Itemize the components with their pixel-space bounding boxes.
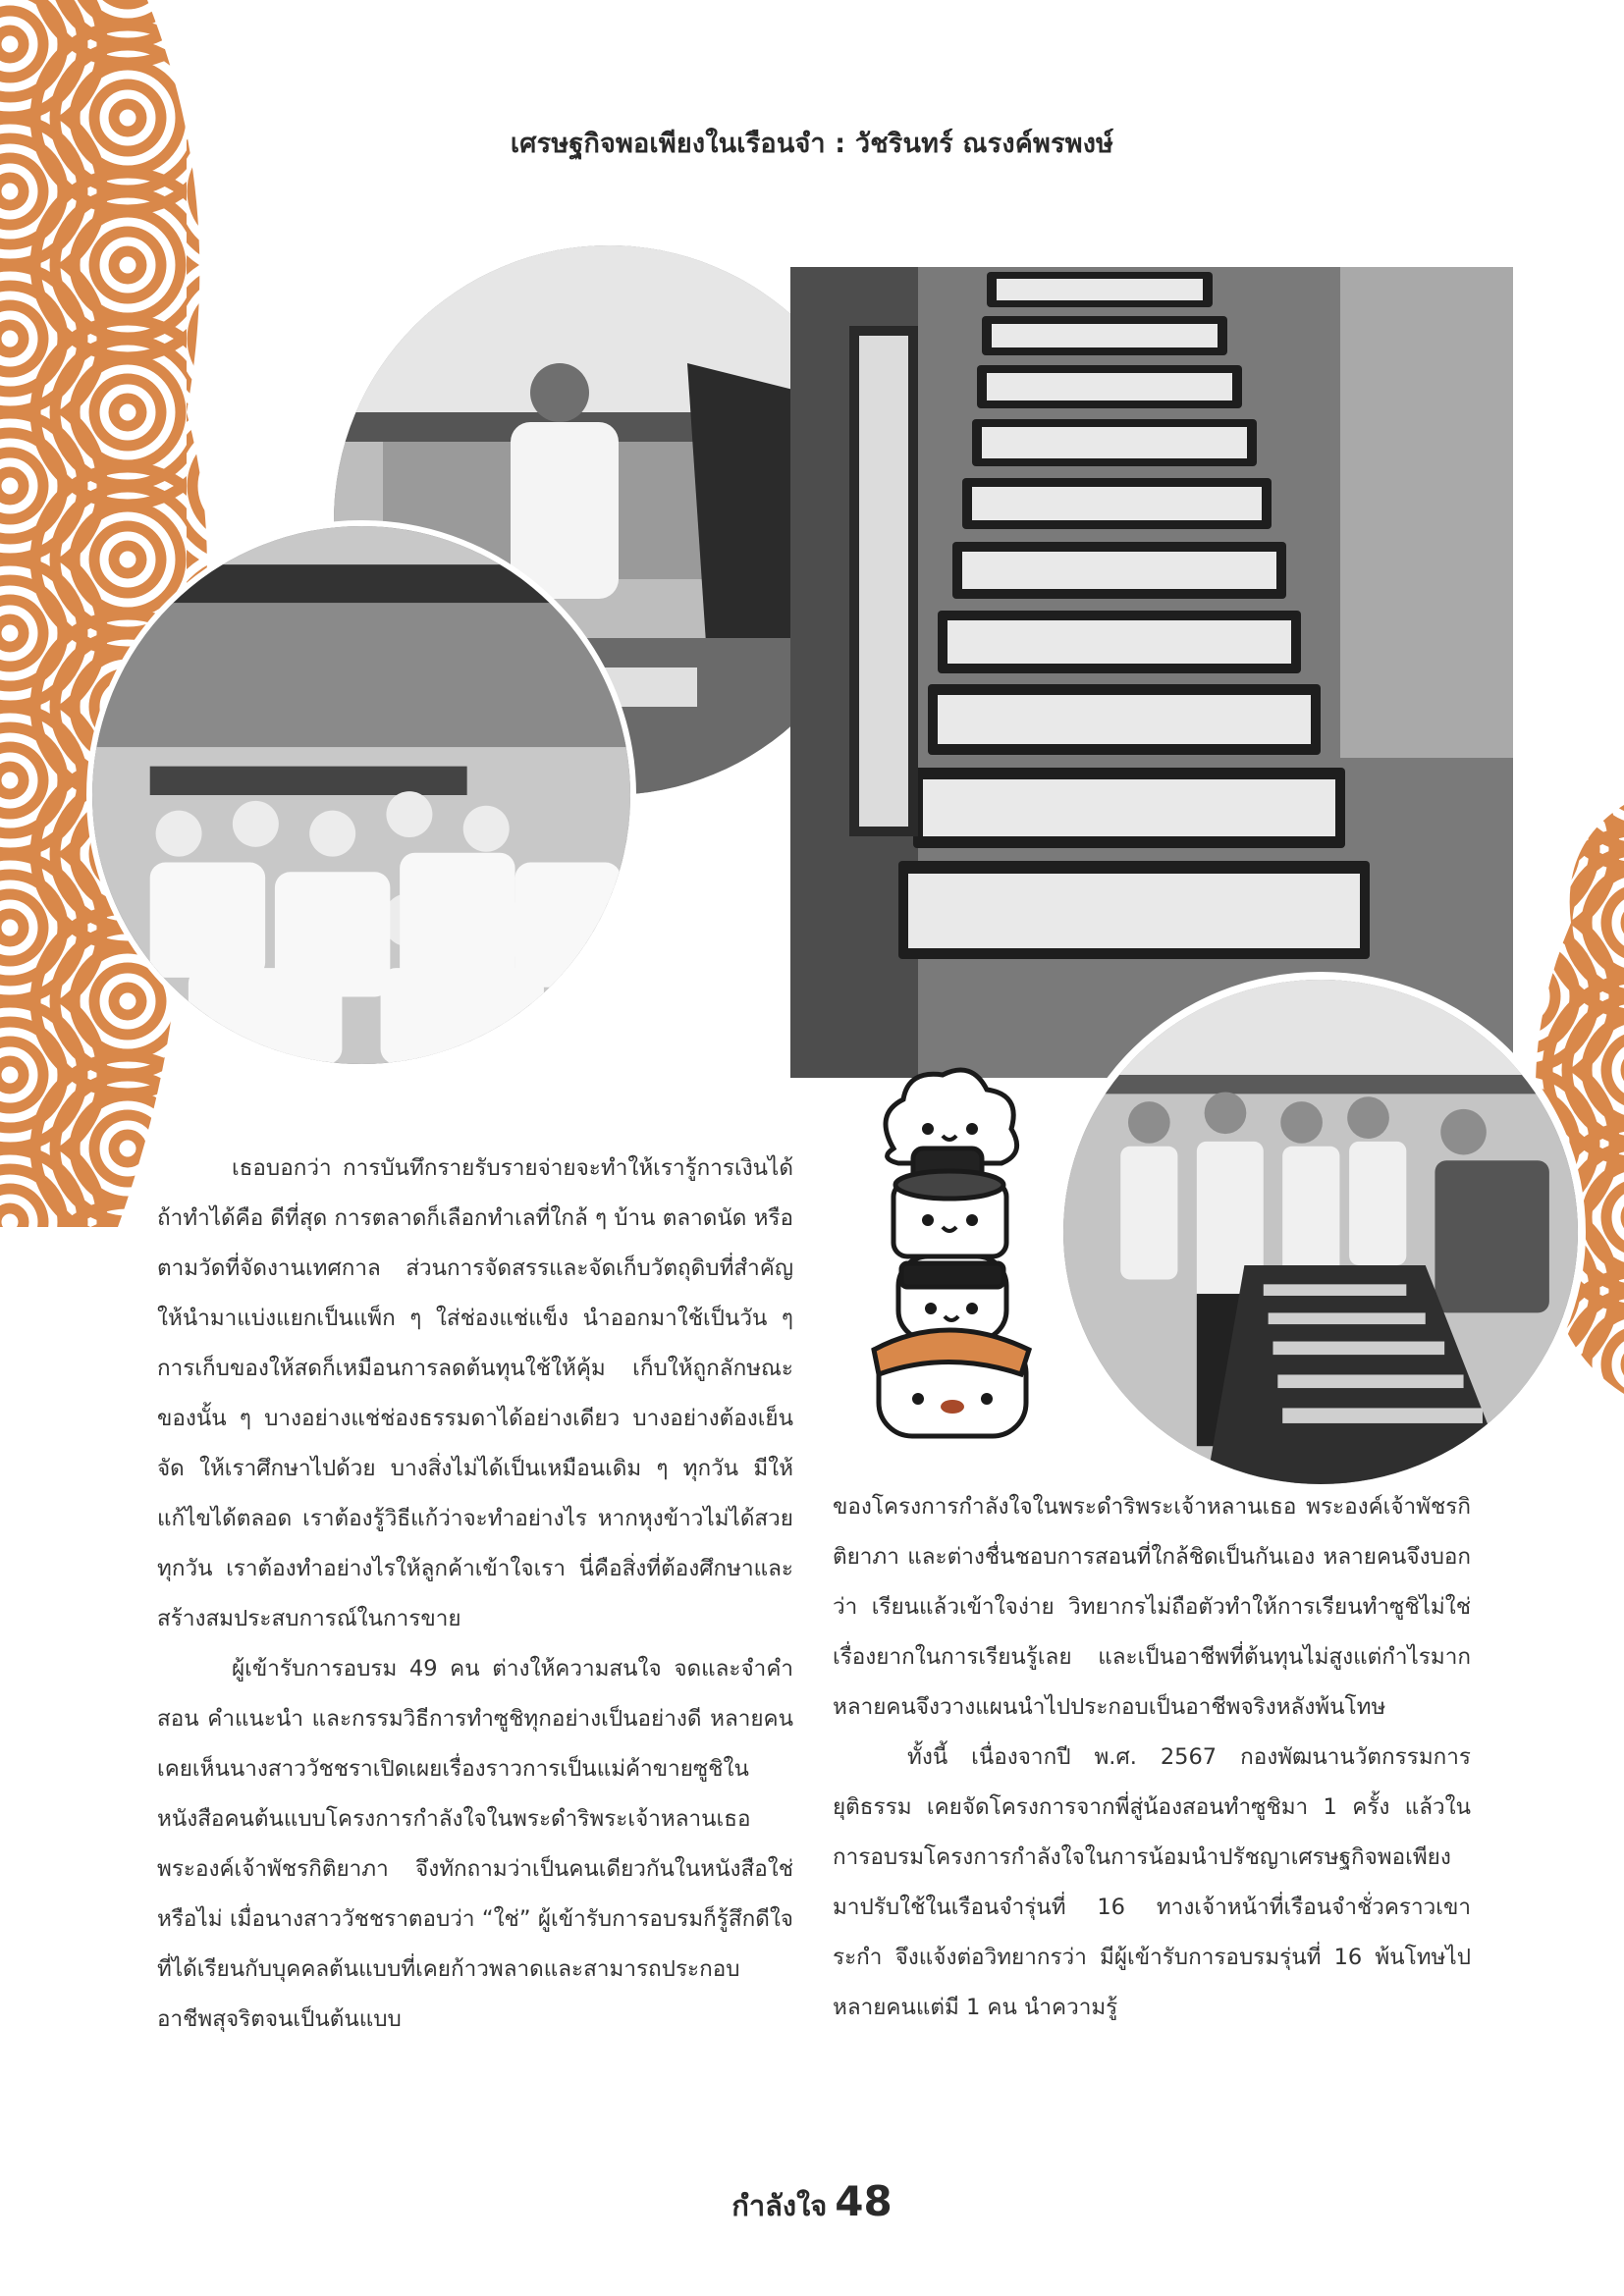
photo-training-group-seated [86, 520, 636, 1070]
article-column-right [833, 1482, 1471, 2033]
body-paragraph: ผู้เข้ารับการอบรม 49 คน ต่างให้ความสนใจ จดและจำคำสอน คำแนะนำ และกรรมวิธีการทำซูชิทุกอย่างเป็นอย่างดี หลายคนเคยเห็นนางสาววัชชราเปิดเผยเรื่องราวการเป็นแม่ค้าขายซูชิในหนังสือคนต้นแบบโครงการกำลังใจในพระดำริพระเจ้าหลานเธอ พระองค์เจ้าพัชรกิติยาภา จึงทักถามว่าเป็นคนเดียวกันในหนังสือใช่หรือไม่ เมื่อนางสาววัชชราตอบว่า “ใช่” ผู้เข้ารับการอบรมก็รู้สึกดีใจที่ได้เรียนกับบุคคลต้นแบบที่เคยก้าวพลาดและสามารถประกอบอาชีพสุจริตจนเป็นต้นแบบ [157, 1656, 793, 2032]
magazine-name: กำลังใจ [731, 2189, 828, 2222]
page-number: 48 [835, 2177, 893, 2225]
photo-trainees-sushi-table [1056, 972, 1586, 1492]
page-header: เศรษฐกิจพอเพียงในเรือนจำ : วัชรินทร์ ณรงค์พรพงษ์ [510, 129, 1114, 159]
body-paragraph: ของโครงการกำลังใจในพระดำริพระเจ้าหลานเธอ พระองค์เจ้าพัชรกิติยาภา และต่างชื่นชอบการสอนที่ใกล้ชิดเป็นกันเอง หลายคนจึงบอกว่า เรียนแล้วเข้าใจง่าย วิทยากรไม่ถือตัวทำให้การเรียนทำซูชิไม่ใช่เรื่องยากในการเรียนรู้เลย และเป็นอาชีพที่ต้นทุนไม่สูงแต่กำไรมาก หลายคนจึงวางแผนนำไปประกอบเป็นอาชีพจริงหลังพ้นโทษ [833, 1494, 1471, 1720]
body-paragraph: เธอบอกว่า การบันทึกรายรับรายจ่ายจะทำให้เรารู้การเงินได้ ถ้าทำได้คือ ดีที่สุด การตลาดก็เลือกทำเลที่ใกล้ ๆ บ้าน ตลาดนัด หรือตามวัดที่จัดงานเทศกาล ส่วนการจัดสรรและจัดเก็บวัตถุดิบที่สำคัญให้นำมาแบ่งแยกเป็นแพ็ก ๆ ใส่ช่องแช่แข็ง นำออกมาใช้เป็นวัน ๆ การเก็บของให้สดก็เหมือนการลดต้นทุนใช้ให้คุ้ม เก็บให้ถูกลักษณะของนั้น ๆ บางอย่างแช่ช่องธรรมดาได้อย่างเดียว บางอย่างต้องเย็นจัด ให้เราศึกษาไปด้วย บางสิ่งไม่ได้เป็นเหมือนเดิม ๆ ทุกวัน มีให้แก้ไขได้ตลอด เราต้องรู้วิธีแก้ว่าจะทำอย่างไร หากหุงข้าวไม่ได้สวยทุกวัน เราต้องทำอย่างไรให้ลูกค้าเข้าใจเรา นี่คือสิ่งที่ต้องศึกษาและสร้างสมประสบการณ์ในการขาย [157, 1155, 793, 1631]
body-paragraph: ทั้งนี้ เนื่องจากปี พ.ศ. 2567 กองพัฒนานวัตกรรมการยุติธรรม เคยจัดโครงการจากพี่สู่น้องสอนทำซูชิมา 1 ครั้ง แล้วในการอบรมโครงการกำลังใจในการน้อมนำปรัชญาเศรษฐกิจพอเพียงมาปรับใช้ในเรือนจำรุ่นที่ 16 ทางเจ้าหน้าที่เรือนจำชั่วคราวเขาระกำ จึงแจ้งต่อวิทยากรว่า มีผู้เข้ารับการอบรมรุ่นที่ 16 พ้นโทษไปหลายคนแต่มี 1 คน นำความรู้ [833, 1744, 1471, 2020]
illustration-sushi-stack [854, 1055, 1041, 1448]
article-column-left [157, 1144, 793, 2045]
page-footer [0, 2177, 1624, 2228]
photo-sushi-trays [790, 267, 1513, 1078]
